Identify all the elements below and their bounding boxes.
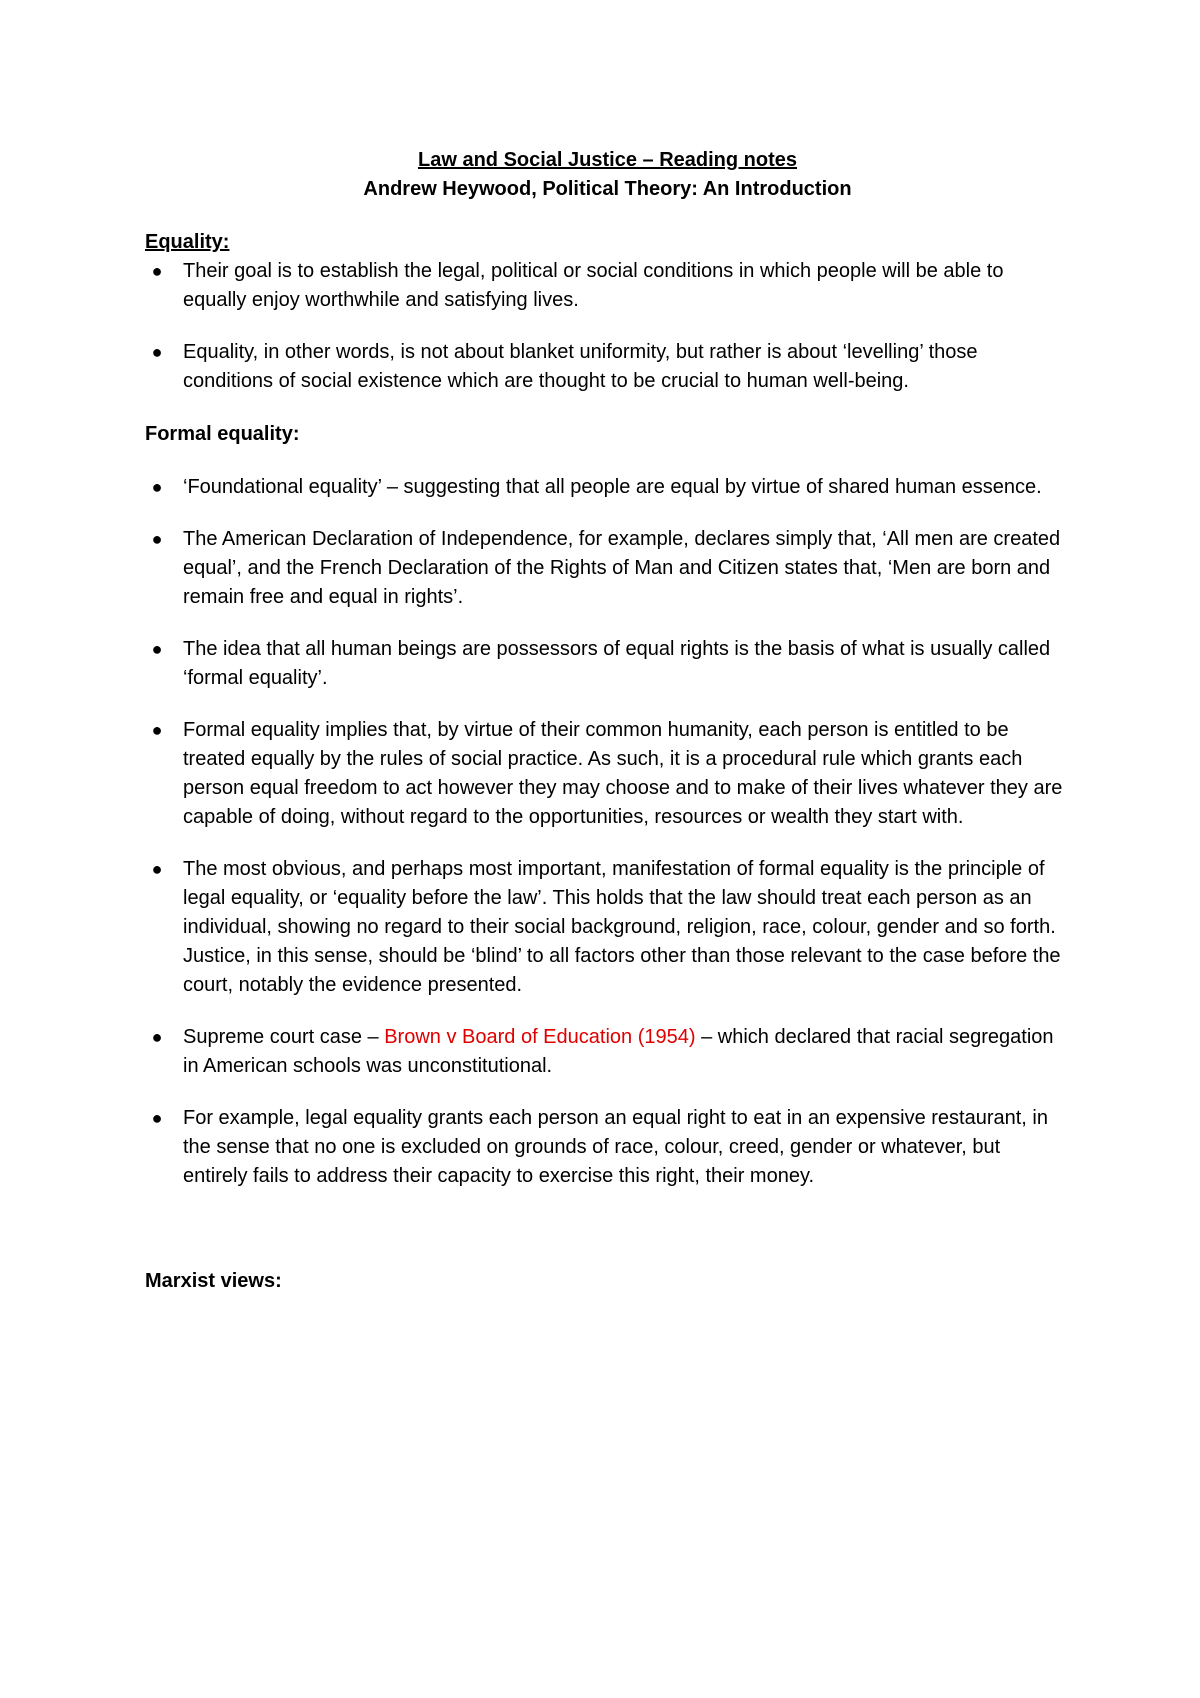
heading-equality: Equality:	[145, 231, 230, 253]
bullet-icon: ●	[151, 859, 163, 879]
list-item-case	[145, 1023, 1070, 1081]
list-item-text: The idea that all human beings are possessors of equal rights is the basis of what is usually called ‘formal equality’.	[183, 638, 1051, 689]
list-item	[145, 338, 1070, 396]
list-item	[145, 525, 1070, 612]
list-item	[145, 635, 1070, 693]
bullet-icon: ●	[151, 1108, 163, 1128]
list-item	[145, 855, 1070, 1000]
heading-marxist-views: Marxist views:	[145, 1270, 282, 1292]
bullet-icon: ●	[151, 342, 163, 362]
list-item-text: The American Declaration of Independence, for example, declares simply that, ‘All men are created equal’, and the French Declaration of the Rights of Man and Citizen states that, ‘Men are born and remain free and equal in rights’.	[183, 528, 1061, 608]
equality-list	[145, 257, 1070, 396]
list-item-text: Their goal is to establish the legal, political or social conditions in which people will be able to equally enjoy worthwhile and satisfying lives.	[183, 260, 1004, 311]
list-item	[145, 1104, 1070, 1191]
bullet-icon: ●	[151, 477, 163, 497]
case-prefix: Supreme court case –	[183, 1026, 385, 1048]
bullet-icon: ●	[151, 261, 163, 281]
bullet-icon: ●	[151, 529, 163, 549]
document-body	[145, 146, 1070, 1296]
list-item-text: ‘Foundational equality’ – suggesting that all people are equal by virtue of shared human essence.	[183, 476, 1042, 498]
document-subtitle: Andrew Heywood, Political Theory: An Introduction	[363, 178, 852, 200]
list-item-text: For example, legal equality grants each person an equal right to eat in an expensive restaurant, in the sense that no one is excluded on grounds of race, colour, creed, gender or whatever, but entirely fails to address their capacity to exercise this right, their money.	[183, 1107, 1048, 1187]
list-item	[145, 473, 1070, 502]
title-block	[145, 146, 1070, 204]
heading-formal-equality: Formal equality:	[145, 423, 300, 445]
bullet-icon: ●	[151, 1027, 163, 1047]
list-item-text: The most obvious, and perhaps most important, manifestation of formal equality is the principle of legal equality, or ‘equality before the law’. This holds that the law should treat each person as an individual, showing no regard to their social background, religion, race, colour, gender and so forth. Justice, in this sense, should be ‘blind’ to all factors other than those relevant to the case before the court, notably the evidence presented.	[183, 858, 1061, 996]
list-item-text: Equality, in other words, is not about blanket uniformity, but rather is about ‘levelling’ those conditions of social existence which are thought to be crucial to human well-being.	[183, 341, 978, 392]
list-item-text: Formal equality implies that, by virtue of their common humanity, each person is entitled to be treated equally by the rules of social practice. As such, it is a procedural rule which grants each person equal freedom to act however they may choose and to make of their lives whatever they are capable of doing, without regard to the opportunities, resources or wealth they start with.	[183, 719, 1063, 828]
bullet-icon: ●	[151, 720, 163, 740]
bullet-icon: ●	[151, 639, 163, 659]
case-name-highlight: Brown v Board of Education (1954)	[384, 1026, 696, 1048]
document-title: Law and Social Justice – Reading notes	[418, 149, 797, 171]
case-suffix: – which declared that racial segregation in American schools was unconstitutional.	[183, 1026, 1054, 1077]
list-item	[145, 257, 1070, 315]
list-item	[145, 716, 1070, 832]
formal-equality-list	[145, 473, 1070, 1191]
